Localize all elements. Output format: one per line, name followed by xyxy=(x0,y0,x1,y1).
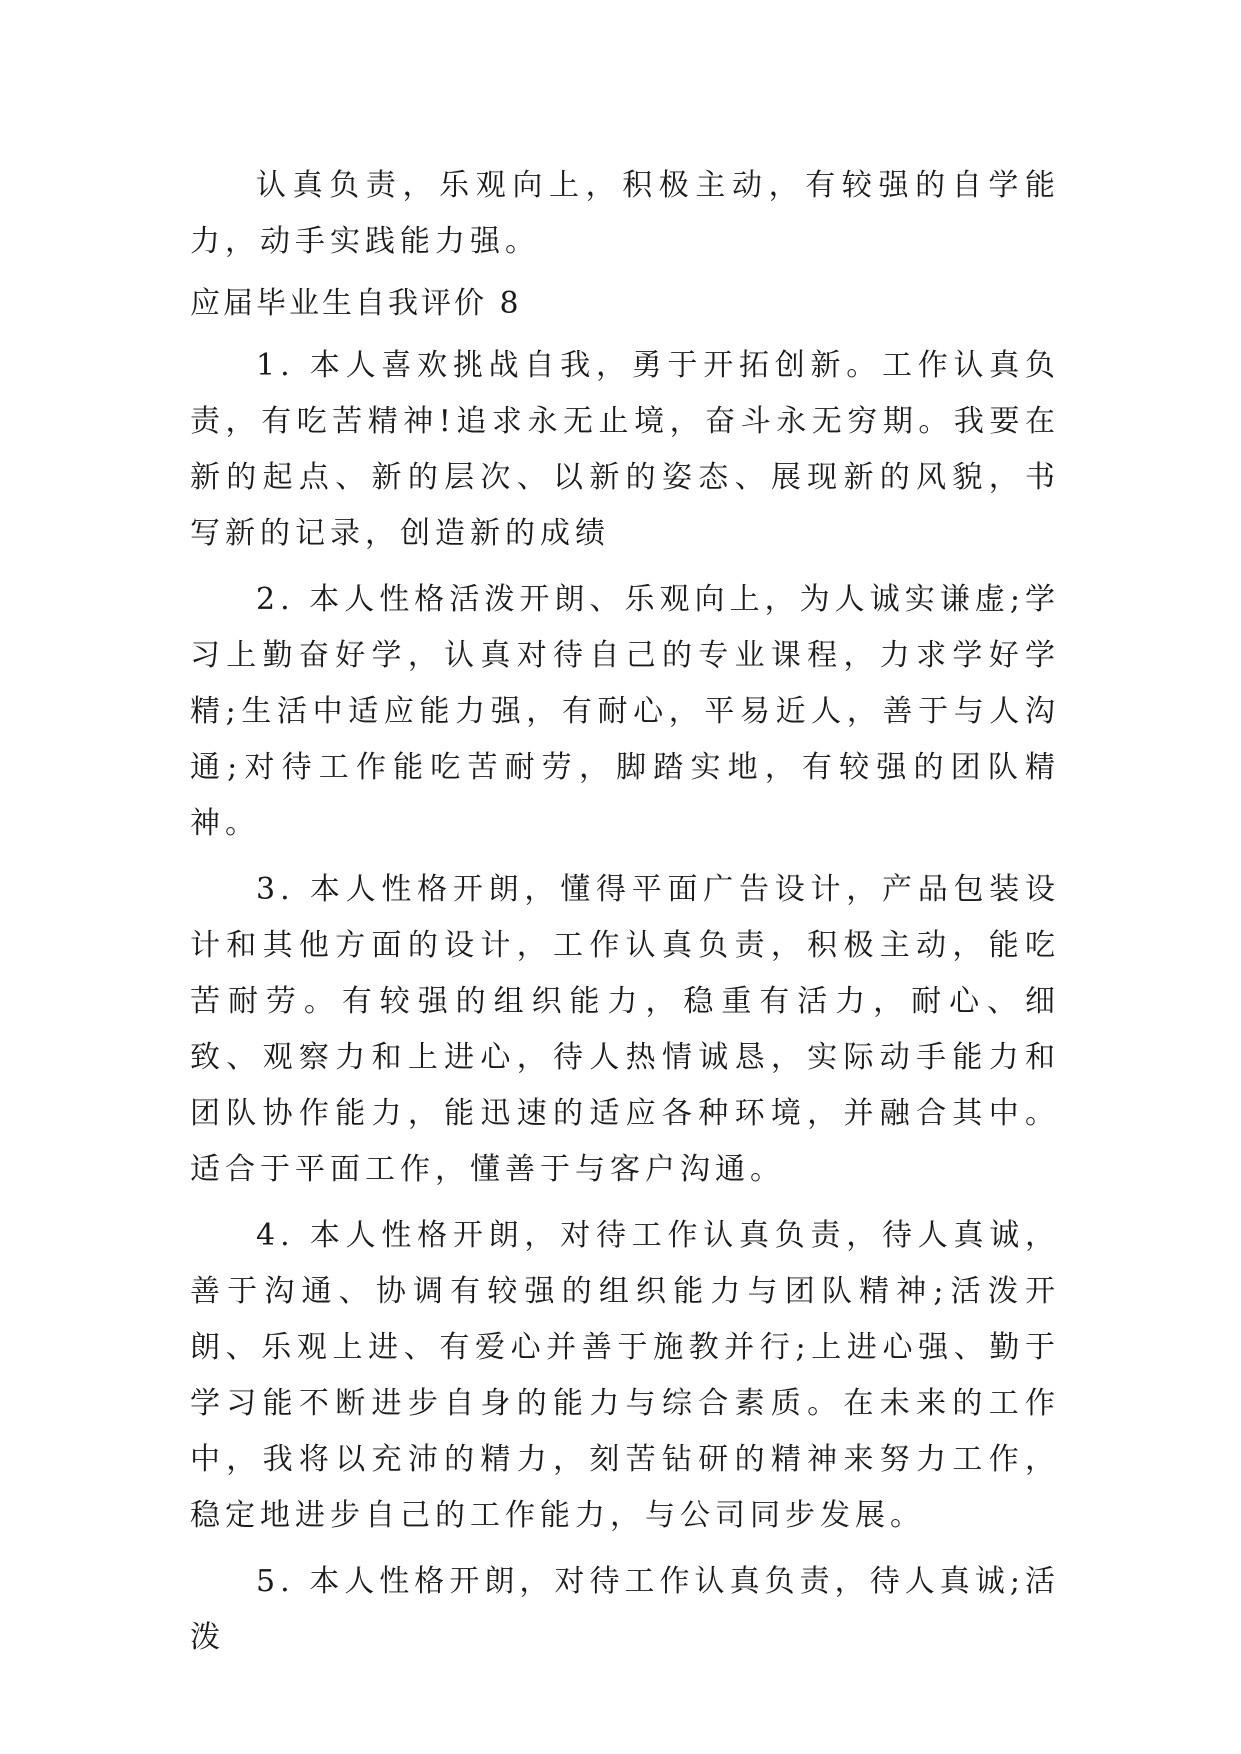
list-item: 4. 本人性格开朗，对待工作认真负责，待人真诚，善于沟通、协调有较强的组织能力与团队精神;活泼开朗、乐观上进、有爱心并善于施教并行;上进心强、勤于学习能不断进步自身的能力与综合素质。在未来的工作中，我将以充沛的精力，刻苦钻研的精神来努力工作，稳定地进步自己的工作能力，与公司同步发展。 xyxy=(190,1218,1060,1533)
list-item: 1. 本人喜欢挑战自我，勇于开拓创新。工作认真负责，有吃苦精神!追求永无止境，奋斗永无穷期。我要在新的起点、新的层次、以新的姿态、展现新的风貌，书写新的记录，创造新的成绩 xyxy=(190,348,1060,551)
section-title: 应届毕业生自我评价 8 xyxy=(190,286,522,321)
list-item: 2. 本人性格活泼开朗、乐观向上，为人诚实谦虚;学习上勤奋好学，认真对待自己的专业课程，力求学好学精;生活中适应能力强，有耐心，平易近人，善于与人沟通;对待工作能吃苦耐劳，脚踏实地，有较强的团队精神。 xyxy=(190,582,1060,841)
list-item: 3. 本人性格开朗，懂得平面广告设计，产品包装设计和其他方面的设计，工作认真负责，积极主动，能吃苦耐劳。有较强的组织能力，稳重有活力，耐心、细致、观察力和上进心，待人热情诚恳，实际动手能力和团队协作能力，能迅速的适应各种环境，并融合其中。适合于平面工作，懂善于与客户沟通。 xyxy=(190,872,1060,1187)
document-page xyxy=(190,158,1060,1666)
list-item: 5. 本人性格开朗，对待工作认真负责，待人真诚;活泼 xyxy=(190,1564,1060,1655)
intro-paragraph: 认真负责，乐观向上，积极主动，有较强的自学能力，动手实践能力强。 xyxy=(190,168,1060,259)
